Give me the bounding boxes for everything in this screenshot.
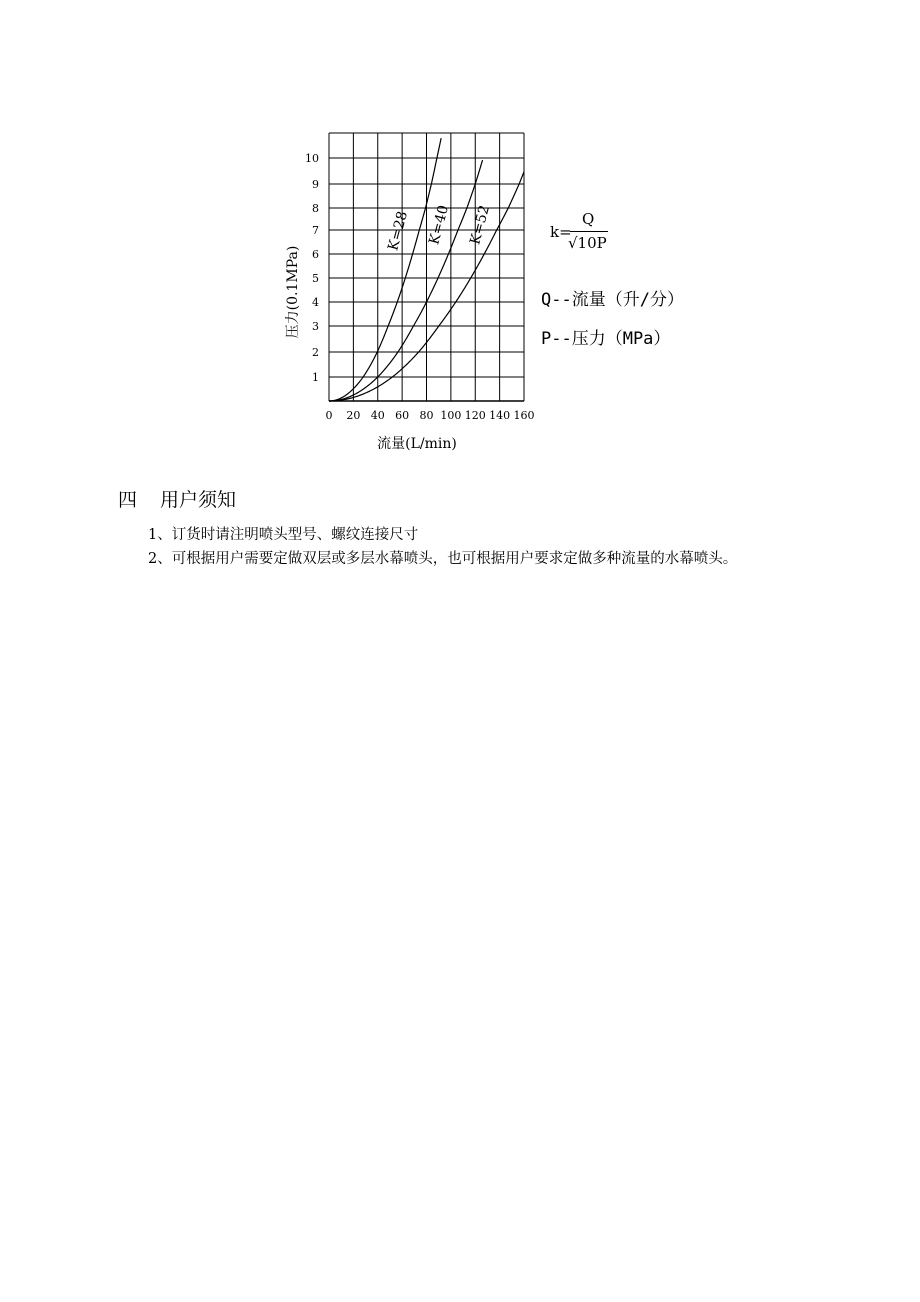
x-tick-label: 20 xyxy=(346,409,361,422)
note-item: 1、订货时请注明喷头型号、螺纹连接尺寸 xyxy=(148,527,419,543)
x-tick-label: 80 xyxy=(419,409,434,422)
x-tick-label: 120 xyxy=(464,409,486,422)
y-tick-label: 9 xyxy=(312,178,319,191)
x-tick-label: 160 xyxy=(513,409,535,422)
y-tick-label: 6 xyxy=(312,248,319,261)
series-label: K=28 xyxy=(385,209,412,253)
formula-denominator: √10P xyxy=(568,234,607,252)
y-tick-label: 1 xyxy=(312,371,319,384)
series-label: K=40 xyxy=(426,203,453,247)
y-tick-label: 7 xyxy=(312,224,319,237)
y-tick-label: 5 xyxy=(312,272,319,285)
legend-q: Q--流量（升/分） xyxy=(541,290,684,310)
formula-numerator: Q xyxy=(582,210,595,228)
y-tick-label: 10 xyxy=(305,152,319,165)
series-label: K=52 xyxy=(467,203,494,247)
x-tick-label: 60 xyxy=(395,409,410,422)
x-tick-label: 40 xyxy=(370,409,385,422)
section-title-text: 用户须知 xyxy=(160,489,237,511)
section-title xyxy=(118,485,236,512)
y-axis-label: 压力(0.1MPa) xyxy=(285,245,301,339)
x-tick-label: 100 xyxy=(440,409,462,422)
x-tick-label: 140 xyxy=(489,409,511,422)
legend-p: P--压力（MPa） xyxy=(541,329,671,349)
y-tick-labels xyxy=(305,152,319,384)
series-curve-k28 xyxy=(329,138,441,401)
chart-grid xyxy=(329,133,524,401)
section-number: 四 xyxy=(118,489,138,511)
y-tick-label: 2 xyxy=(312,346,319,359)
formula-lhs: k= xyxy=(550,223,572,241)
note-item: 2、可根据用户需要定做双层或多层水幕喷头，也可根据用户要求定做多种流量的水幕喷头。 xyxy=(148,551,738,567)
x-tick-label: 0 xyxy=(325,409,333,422)
k-formula xyxy=(550,210,630,255)
y-tick-label: 4 xyxy=(312,296,319,309)
x-axis-label: 流量(L/min) xyxy=(377,436,457,452)
fraction-bar xyxy=(570,231,608,232)
pressure-flow-chart xyxy=(0,0,920,470)
y-tick-label: 3 xyxy=(312,320,319,333)
y-tick-label: 8 xyxy=(312,202,319,215)
x-tick-labels xyxy=(326,409,535,422)
